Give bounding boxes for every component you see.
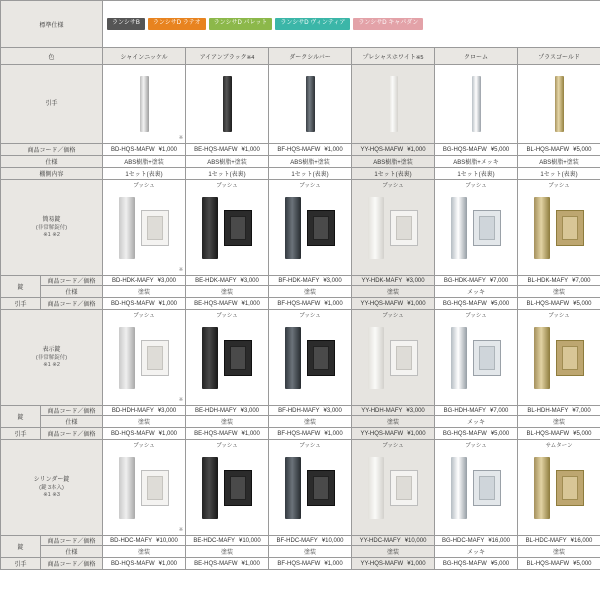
product-code: BD-HDK-MAFY xyxy=(112,277,154,284)
cylinder-lock-code-price-4 xyxy=(352,536,435,546)
product-code: BE-HQS-MAFW xyxy=(194,560,238,567)
simple-lock-spec-4: 塗装 xyxy=(352,286,435,298)
push-label: プッシュ xyxy=(133,313,155,319)
row-label-sub2: ※1 ※2 xyxy=(43,232,60,238)
handle-inside-4: 1セット(表裏) xyxy=(352,168,435,180)
row-label-simple-lock xyxy=(1,180,103,276)
indicator-lock-spec-3: 塗装 xyxy=(269,416,352,428)
simple-lock-spec-2: 塗装 xyxy=(186,286,269,298)
handle-product-row xyxy=(1,65,600,144)
handle-code-price-4 xyxy=(352,144,435,156)
indicator-lock-handle-price-4 xyxy=(352,428,435,440)
push-label: プッシュ xyxy=(465,443,487,449)
column-header-label: クローム xyxy=(464,54,489,61)
row-label-sub2: ※1 ※3 xyxy=(43,492,60,498)
cylinder-lock-handle-label: 引手 xyxy=(1,558,41,570)
push-label: プッシュ xyxy=(548,313,570,319)
handle-code-price-6 xyxy=(518,144,600,156)
product-code: BG-HQS-MAFW xyxy=(442,430,487,437)
handle-code-price-3 xyxy=(269,144,352,156)
column-header-iron-black xyxy=(186,48,269,65)
product-code: BG-HDC-MAFY xyxy=(441,537,485,544)
push-label: プッシュ xyxy=(465,183,487,189)
product-price: ¥5,000 xyxy=(573,146,592,153)
footnote-mark: ※ xyxy=(178,267,184,273)
thumbturn-label: サムターン xyxy=(545,443,573,449)
row-label-handle: 引手 xyxy=(1,65,103,144)
cylinder-lock-cell-precious-white xyxy=(352,440,435,536)
cylinder-lock-cell-plus-gold xyxy=(518,440,600,536)
cylinder-lock-handle-price-1 xyxy=(103,558,186,570)
product-price: ¥1,000 xyxy=(241,560,260,567)
simple-lock-spec-5: メッキ xyxy=(435,286,518,298)
indicator-lock-cell-shine-nickel xyxy=(103,310,186,406)
product-code: BL-HDH-MAFY xyxy=(527,407,569,414)
cylinder-lock-code-price-label: 商品コード／価格 xyxy=(41,536,103,546)
simple-lock-cell-iron-black xyxy=(186,180,269,276)
handle-cell-shine-nickel xyxy=(103,65,186,144)
product-price: ¥1,000 xyxy=(407,430,426,437)
simple-lock-handle-price-3 xyxy=(269,298,352,310)
cylinder-lock-code-price-6 xyxy=(518,536,600,546)
push-label: プッシュ xyxy=(133,183,155,189)
product-price: ¥3,000 xyxy=(323,407,342,414)
handle-inside-3: 1セット(表裏) xyxy=(269,168,352,180)
indicator-lock-code-price-label: 商品コード／価格 xyxy=(41,406,103,416)
indicator-lock-spec-4: 塗装 xyxy=(352,416,435,428)
simple-lock-handle-code-price-label: 商品コード／価格 xyxy=(41,298,103,310)
cylinder-lock-handle-price-6 xyxy=(518,558,600,570)
column-header-dark-silver xyxy=(269,48,352,65)
indicator-lock-spec-5: メッキ xyxy=(435,416,518,428)
product-price: ¥3,000 xyxy=(406,407,425,414)
product-code: BF-HQS-MAFW xyxy=(277,560,321,567)
footnote-mark: ※ xyxy=(178,135,184,141)
indicator-lock-cell-iron-black xyxy=(186,310,269,406)
product-code: BD-HQS-MAFW xyxy=(111,146,155,153)
product-price: ¥16,000 xyxy=(488,537,511,544)
simple-lock-spec-3: 塗装 xyxy=(269,286,352,298)
header-color-row xyxy=(1,48,600,65)
cylinder-lock-spec-3: 塗装 xyxy=(269,546,352,558)
product-price: ¥16,000 xyxy=(570,537,593,544)
indicator-lock-code-price-6 xyxy=(518,406,600,416)
product-price: ¥5,000 xyxy=(573,300,592,307)
handle-spec-5: ABS樹脂+メッキ xyxy=(435,156,518,168)
header-standard-spec-row xyxy=(1,1,600,48)
simple-lock-cell-plus-gold xyxy=(518,180,600,276)
simple-lock-cell-dark-silver xyxy=(269,180,352,276)
handle-cell-chrome xyxy=(435,65,518,144)
product-price: ¥1,000 xyxy=(324,146,343,153)
indicator-lock-cell-chrome xyxy=(435,310,518,406)
product-code: BF-HDC-MAFY xyxy=(276,537,318,544)
product-code: YY-HQS-MAFW xyxy=(360,300,404,307)
push-label: プッシュ xyxy=(382,183,404,189)
push-label: プッシュ xyxy=(299,313,321,319)
product-price: ¥10,000 xyxy=(404,537,427,544)
product-code: BD-HDH-MAFY xyxy=(111,407,154,414)
indicator-lock-spec-row xyxy=(1,416,600,428)
cylinder-lock-handle-price-2 xyxy=(186,558,269,570)
product-code: BD-HQS-MAFW xyxy=(111,430,155,437)
handle-spec-4: ABS樹脂+塗装 xyxy=(352,156,435,168)
cylinder-lock-handle-price-4 xyxy=(352,558,435,570)
product-price: ¥3,000 xyxy=(406,277,425,284)
product-code: BL-HQS-MAFW xyxy=(526,300,570,307)
simple-lock-code-price-4 xyxy=(352,276,435,286)
indicator-lock-code-price-5 xyxy=(435,406,518,416)
indicator-lock-cell-precious-white xyxy=(352,310,435,406)
simple-lock-code-price-row xyxy=(1,276,600,286)
push-label: プッシュ xyxy=(465,313,487,319)
product-price: ¥1,000 xyxy=(324,430,343,437)
indicator-lock-handle-code-price-label: 商品コード／価格 xyxy=(41,428,103,440)
column-header-precious-white xyxy=(352,48,435,65)
push-label: プッシュ xyxy=(216,313,238,319)
column-header-note: ※5 xyxy=(415,54,424,61)
push-label: プッシュ xyxy=(299,443,321,449)
product-price: ¥3,000 xyxy=(157,407,177,414)
product-code: BL-HDC-MAFY xyxy=(525,537,567,544)
cylinder-lock-code-price-1 xyxy=(103,536,186,546)
footnote-mark: ※ xyxy=(178,397,184,403)
handle-spec-1: ABS樹脂+塗装 xyxy=(103,156,186,168)
handle-cell-dark-silver xyxy=(269,65,352,144)
simple-lock-code-price-5 xyxy=(435,276,518,286)
product-price: ¥3,000 xyxy=(157,277,177,284)
push-label: プッシュ xyxy=(382,443,404,449)
indicator-lock-code-price-4 xyxy=(352,406,435,416)
product-price: ¥5,000 xyxy=(573,560,592,567)
product-code: BE-HDH-MAFY xyxy=(195,407,237,414)
push-label: プッシュ xyxy=(548,183,570,189)
indicator-lock-spec-6: 塗装 xyxy=(518,416,600,428)
product-code: BL-HQS-MAFW xyxy=(526,146,570,153)
row-label-sub1: (非常解錠付) xyxy=(35,224,68,231)
handle-code-price-label: 商品コード／価格 xyxy=(1,144,103,156)
handle-cell-iron-black xyxy=(186,65,269,144)
cylinder-lock-spec-4: 塗装 xyxy=(352,546,435,558)
standard-spec-label: 標準仕様 xyxy=(1,1,103,48)
simple-lock-handle-label: 引手 xyxy=(1,298,41,310)
simple-lock-handle-price-1 xyxy=(103,298,186,310)
color-label: 色 xyxy=(1,48,103,65)
cylinder-lock-handle-row xyxy=(1,558,600,570)
product-code: YY-HQS-MAFW xyxy=(360,560,404,567)
simple-lock-lock-label: 錠 xyxy=(1,276,41,298)
column-header-label: シャインニッケル xyxy=(120,54,168,61)
indicator-lock-product-row xyxy=(1,310,600,406)
simple-lock-cell-shine-nickel xyxy=(103,180,186,276)
handle-code-price-5 xyxy=(435,144,518,156)
push-label: プッシュ xyxy=(299,183,321,189)
cylinder-lock-code-price-3 xyxy=(269,536,352,546)
indicator-lock-handle-label: 引手 xyxy=(1,428,41,440)
indicator-lock-code-price-row xyxy=(1,406,600,416)
push-label: プッシュ xyxy=(216,443,238,449)
handle-cell-precious-white xyxy=(352,65,435,144)
cylinder-lock-spec-1: 塗装 xyxy=(103,546,186,558)
cylinder-lock-spec-label: 仕様 xyxy=(41,546,103,558)
column-header-label: ダークシルバー xyxy=(289,54,331,61)
badge-banner xyxy=(103,1,600,48)
product-code: YY-HDC-MAFY xyxy=(359,537,401,544)
column-header-label: アイアンブラック xyxy=(199,54,247,61)
indicator-lock-lock-label: 錠 xyxy=(1,406,41,428)
handle-inside-label: 棚側内容 xyxy=(1,168,103,180)
product-price: ¥10,000 xyxy=(156,537,178,544)
product-price: ¥1,000 xyxy=(407,300,426,307)
product-price: ¥1,000 xyxy=(241,146,260,153)
row-label-indicator-lock xyxy=(1,310,103,406)
handle-inside-2: 1セット(表裏) xyxy=(186,168,269,180)
simple-lock-handle-price-2 xyxy=(186,298,269,310)
cylinder-lock-spec-6: 塗装 xyxy=(518,546,600,558)
row-label-sub1: (非常解錠付) xyxy=(35,354,68,361)
simple-lock-spec-6: 塗装 xyxy=(518,286,600,298)
product-price: ¥5,000 xyxy=(490,146,510,153)
handle-spec-3: ABS樹脂+塗装 xyxy=(269,156,352,168)
simple-lock-code-price-label: 商品コード／価格 xyxy=(41,276,103,286)
badge-ranshisa-d-capadan: ランシサD キャパダン xyxy=(353,18,423,29)
product-price: ¥1,000 xyxy=(407,560,426,567)
product-code: BD-HQS-MAFW xyxy=(111,300,155,307)
product-code: BD-HQS-MAFW xyxy=(111,560,155,567)
product-code: YY-HQS-MAFW xyxy=(360,430,404,437)
handle-inside-5: 1セット(表裏) xyxy=(435,168,518,180)
handle-inside-1: 1セット(表裏) xyxy=(103,168,186,180)
handle-spec-6: ABS樹脂+塗装 xyxy=(518,156,600,168)
cylinder-lock-lock-label: 錠 xyxy=(1,536,41,558)
product-code: BG-HDK-MAFY xyxy=(443,277,486,284)
handle-spec-row xyxy=(1,156,600,168)
simple-lock-spec-label: 仕様 xyxy=(41,286,103,298)
simple-lock-handle-price-4 xyxy=(352,298,435,310)
simple-lock-handle-price-5 xyxy=(435,298,518,310)
product-code: BE-HQS-MAFW xyxy=(194,146,238,153)
product-code: BL-HQS-MAFW xyxy=(526,430,570,437)
handle-cell-plus-gold xyxy=(518,65,600,144)
indicator-lock-cell-dark-silver xyxy=(269,310,352,406)
product-price: ¥1,000 xyxy=(407,146,426,153)
indicator-lock-code-price-1 xyxy=(103,406,186,416)
simple-lock-cell-chrome xyxy=(435,180,518,276)
handle-spec-label: 仕様 xyxy=(1,156,103,168)
handle-code-price-row xyxy=(1,144,600,156)
indicator-lock-spec-1: 塗装 xyxy=(103,416,186,428)
product-price: ¥5,000 xyxy=(490,300,510,307)
cylinder-lock-cell-iron-black xyxy=(186,440,269,536)
simple-lock-product-row xyxy=(1,180,600,276)
push-label: プッシュ xyxy=(216,183,238,189)
product-price: ¥1,000 xyxy=(241,430,260,437)
indicator-lock-handle-price-3 xyxy=(269,428,352,440)
product-price: ¥1,000 xyxy=(241,300,260,307)
cylinder-lock-spec-row xyxy=(1,546,600,558)
product-code: BG-HQS-MAFW xyxy=(442,146,487,153)
simple-lock-code-price-1 xyxy=(103,276,186,286)
product-code: BE-HQS-MAFW xyxy=(194,430,238,437)
cylinder-lock-product-row xyxy=(1,440,600,536)
product-code: BE-HDK-MAFY xyxy=(195,277,237,284)
indicator-lock-spec-2: 塗装 xyxy=(186,416,269,428)
product-price: ¥5,000 xyxy=(573,430,592,437)
column-header-label: プラスゴールド xyxy=(538,54,580,61)
indicator-lock-handle-row xyxy=(1,428,600,440)
column-header-label: プレシャスホワイト xyxy=(362,54,416,61)
push-label: プッシュ xyxy=(133,443,155,449)
product-price: ¥7,000 xyxy=(489,277,509,284)
column-header-chrome xyxy=(435,48,518,65)
product-code: BL-HDK-MAFY xyxy=(527,277,569,284)
product-code: BE-HDC-MAFY xyxy=(193,537,235,544)
handle-code-price-2 xyxy=(186,144,269,156)
badge-ranshisa-d-palette: ランシサD パレット xyxy=(209,18,273,29)
product-code: YY-HDK-MAFY xyxy=(361,277,403,284)
product-price: ¥10,000 xyxy=(321,537,344,544)
badge-ranshisa-d-latteo: ランシサD ラテオ xyxy=(148,18,206,29)
row-label-cylinder-lock xyxy=(1,440,103,536)
product-price: ¥1,000 xyxy=(324,560,343,567)
cylinder-lock-code-price-row xyxy=(1,536,600,546)
product-price: ¥5,000 xyxy=(490,430,510,437)
product-code: BD-HDC-MAFY xyxy=(110,537,153,544)
indicator-lock-cell-plus-gold xyxy=(518,310,600,406)
row-label-sub2: ※1 ※2 xyxy=(43,362,60,368)
cylinder-lock-cell-shine-nickel xyxy=(103,440,186,536)
indicator-lock-handle-price-5 xyxy=(435,428,518,440)
product-price: ¥1,000 xyxy=(324,300,343,307)
simple-lock-code-price-2 xyxy=(186,276,269,286)
simple-lock-code-price-3 xyxy=(269,276,352,286)
product-price: ¥7,000 xyxy=(490,407,509,414)
product-price: ¥1,000 xyxy=(158,430,178,437)
product-code: BF-HDK-MAFY xyxy=(278,277,320,284)
product-price: ¥1,000 xyxy=(158,146,178,153)
handle-code-price-1 xyxy=(103,144,186,156)
product-code: BG-HQS-MAFW xyxy=(442,300,487,307)
cylinder-lock-code-price-5 xyxy=(435,536,518,546)
product-price: ¥3,000 xyxy=(323,277,342,284)
handle-inside-6: 1セット(表裏) xyxy=(518,168,600,180)
cylinder-lock-handle-code-price-label: 商品コード／価格 xyxy=(41,558,103,570)
product-price: ¥3,000 xyxy=(240,277,259,284)
footnote-mark: ※ xyxy=(178,527,184,533)
indicator-lock-code-price-3 xyxy=(269,406,352,416)
simple-lock-handle-price-6 xyxy=(518,298,600,310)
product-code: BF-HQS-MAFW xyxy=(277,300,321,307)
product-price: ¥7,000 xyxy=(572,277,591,284)
simple-lock-handle-row xyxy=(1,298,600,310)
product-price: ¥10,000 xyxy=(239,537,261,544)
simple-lock-spec-row xyxy=(1,286,600,298)
product-code: BE-HQS-MAFW xyxy=(194,300,238,307)
product-code: BG-HDH-MAFY xyxy=(443,407,486,414)
badge-ranshisa-b: ランシサB xyxy=(107,18,145,29)
indicator-lock-handle-price-2 xyxy=(186,428,269,440)
row-label-text: 表示錠 xyxy=(42,346,61,353)
row-label-sub1: (鍵 3本入) xyxy=(39,484,64,491)
product-code: BG-HQS-MAFW xyxy=(442,560,487,567)
column-header-shine-nickel xyxy=(103,48,186,65)
cylinder-lock-cell-chrome xyxy=(435,440,518,536)
product-code: BF-HQS-MAFW xyxy=(277,430,321,437)
simple-lock-spec-1: 塗装 xyxy=(103,286,186,298)
simple-lock-code-price-6 xyxy=(518,276,600,286)
indicator-lock-spec-label: 仕様 xyxy=(41,416,103,428)
product-code: BL-HQS-MAFW xyxy=(526,560,570,567)
indicator-lock-code-price-2 xyxy=(186,406,269,416)
product-price: ¥1,000 xyxy=(158,300,178,307)
push-label: プッシュ xyxy=(382,313,404,319)
row-label-text: シリンダー錠 xyxy=(33,476,70,483)
product-code: BF-HDH-MAFY xyxy=(278,407,320,414)
product-price: ¥7,000 xyxy=(572,407,591,414)
simple-lock-cell-precious-white xyxy=(352,180,435,276)
row-label-text: 簡易錠 xyxy=(42,216,61,223)
indicator-lock-handle-price-1 xyxy=(103,428,186,440)
indicator-lock-handle-price-6 xyxy=(518,428,600,440)
handle-spec-2: ABS樹脂+塗装 xyxy=(186,156,269,168)
column-header-note: ※4 xyxy=(246,54,255,61)
cylinder-lock-cell-dark-silver xyxy=(269,440,352,536)
column-header-plus-gold xyxy=(518,48,600,65)
cylinder-lock-handle-price-3 xyxy=(269,558,352,570)
product-price: ¥5,000 xyxy=(490,560,510,567)
badge-ranshisa-d-vintia: ランシサD ヴィンティア xyxy=(275,18,350,29)
product-price: ¥1,000 xyxy=(158,560,178,567)
product-code: YY-HDH-MAFY xyxy=(361,407,403,414)
cylinder-lock-spec-5: メッキ xyxy=(435,546,518,558)
cylinder-lock-spec-2: 塗装 xyxy=(186,546,269,558)
product-price: ¥3,000 xyxy=(240,407,260,414)
cylinder-lock-handle-price-5 xyxy=(435,558,518,570)
handle-inside-row xyxy=(1,168,600,180)
product-code: BF-HQS-MAFW xyxy=(277,146,321,153)
cylinder-lock-code-price-2 xyxy=(186,536,269,546)
product-code: YY-HQS-MAFW xyxy=(360,146,404,153)
